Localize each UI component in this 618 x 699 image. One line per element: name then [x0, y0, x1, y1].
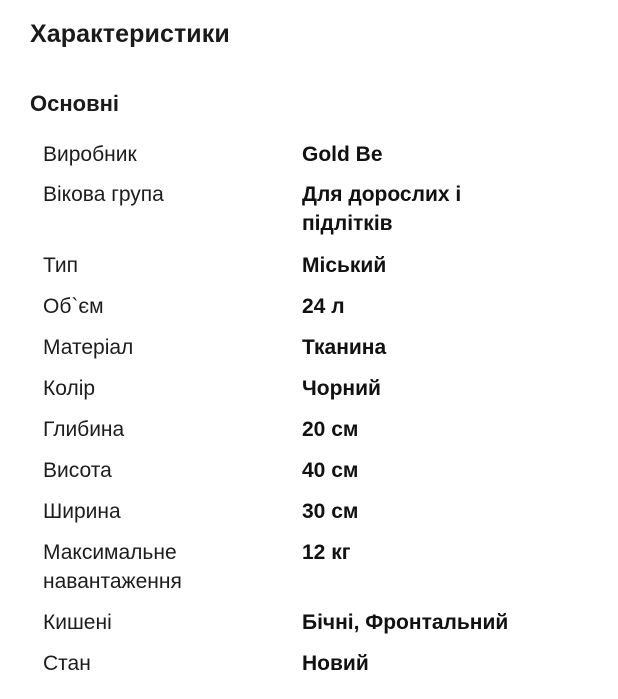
section-title: Основні	[30, 91, 119, 116]
spec-value: Для дорослих і підлітків	[302, 183, 462, 235]
spec-value: Чорний	[302, 377, 381, 400]
spec-value: Новий	[302, 652, 369, 675]
spec-label: Об`єм	[43, 295, 104, 318]
spec-value: Бічні, Фронтальний	[302, 611, 509, 634]
page-title: Характеристики	[30, 20, 230, 48]
spec-value: 20 см	[302, 418, 359, 441]
spec-value: Тканина	[302, 336, 387, 359]
spec-label: Матеріал	[43, 336, 134, 359]
spec-label: Стан	[43, 652, 91, 675]
spec-label: Висота	[43, 459, 112, 482]
spec-value: 30 см	[302, 500, 359, 523]
spec-label: Максимальне навантаження	[43, 541, 182, 593]
spec-value: Gold Be	[302, 143, 383, 166]
spec-value: 40 см	[302, 459, 359, 482]
spec-label: Тип	[43, 254, 79, 277]
spec-value: 24 л	[302, 295, 345, 318]
spec-label: Виробник	[43, 143, 137, 166]
spec-label: Глибина	[43, 418, 125, 441]
spec-value: 12 кг	[302, 541, 351, 564]
spec-label: Колір	[43, 377, 96, 400]
spec-label: Ширина	[43, 500, 121, 523]
spec-label: Вікова група	[43, 183, 164, 206]
spec-label: Кишені	[43, 611, 112, 634]
spec-value: Міський	[302, 254, 387, 277]
